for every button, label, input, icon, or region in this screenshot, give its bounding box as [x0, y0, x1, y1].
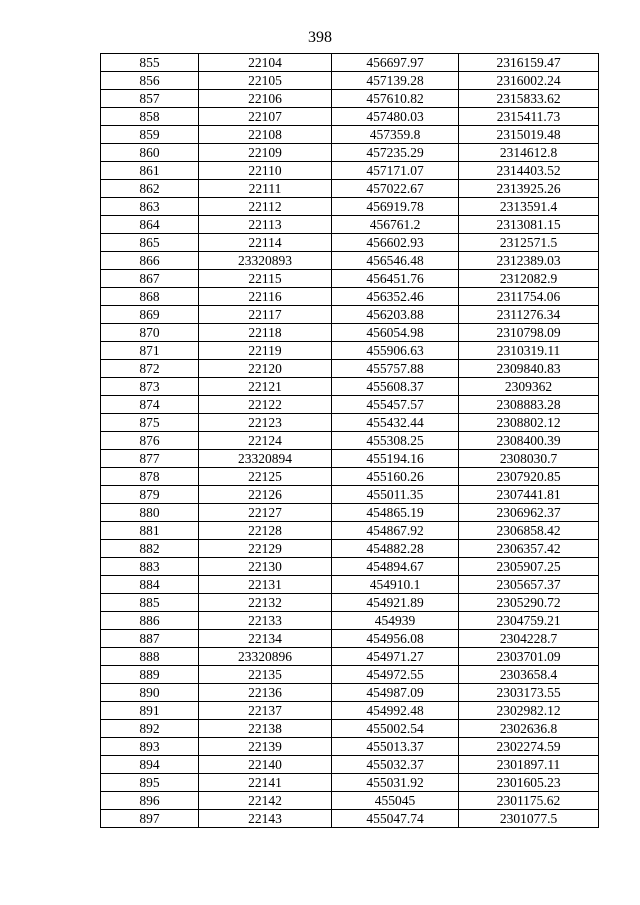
row-index-cell: 892: [101, 720, 199, 738]
x-coordinate-cell: 455608.37: [332, 378, 459, 396]
point-id-cell: 22104: [199, 54, 332, 72]
point-id-cell: 22122: [199, 396, 332, 414]
point-id-cell: 22124: [199, 432, 332, 450]
point-id-cell: 22125: [199, 468, 332, 486]
table-row: [101, 522, 599, 540]
table-row: [101, 558, 599, 576]
y-coordinate-cell: 2304759.21: [459, 612, 599, 630]
row-index-cell: 872: [101, 360, 199, 378]
y-coordinate-cell: 2311276.34: [459, 306, 599, 324]
x-coordinate-cell: 456203.88: [332, 306, 459, 324]
y-coordinate-cell: 2316159.47: [459, 54, 599, 72]
y-coordinate-cell: 2312571.5: [459, 234, 599, 252]
point-id-cell: 22123: [199, 414, 332, 432]
x-coordinate-cell: 454910.1: [332, 576, 459, 594]
y-coordinate-cell: 2306962.37: [459, 504, 599, 522]
y-coordinate-cell: 2303173.55: [459, 684, 599, 702]
x-coordinate-cell: 454987.09: [332, 684, 459, 702]
table-row: [101, 72, 599, 90]
x-coordinate-cell: 457480.03: [332, 108, 459, 126]
y-coordinate-cell: 2307920.85: [459, 468, 599, 486]
y-coordinate-cell: 2304228.7: [459, 630, 599, 648]
y-coordinate-cell: 2307441.81: [459, 486, 599, 504]
y-coordinate-cell: 2311754.06: [459, 288, 599, 306]
point-id-cell: 23320896: [199, 648, 332, 666]
row-index-cell: 883: [101, 558, 199, 576]
row-index-cell: 860: [101, 144, 199, 162]
x-coordinate-cell: 456054.98: [332, 324, 459, 342]
y-coordinate-cell: 2313081.15: [459, 216, 599, 234]
point-id-cell: 22106: [199, 90, 332, 108]
row-index-cell: 878: [101, 468, 199, 486]
row-index-cell: 864: [101, 216, 199, 234]
y-coordinate-cell: 2301897.11: [459, 756, 599, 774]
row-index-cell: 875: [101, 414, 199, 432]
y-coordinate-cell: 2309362: [459, 378, 599, 396]
y-coordinate-cell: 2301175.62: [459, 792, 599, 810]
y-coordinate-cell: 2312389.03: [459, 252, 599, 270]
table-row: [101, 54, 599, 72]
x-coordinate-cell: 454956.08: [332, 630, 459, 648]
table-row: [101, 756, 599, 774]
point-id-cell: 22135: [199, 666, 332, 684]
point-id-cell: 22136: [199, 684, 332, 702]
table-row: [101, 252, 599, 270]
y-coordinate-cell: 2308802.12: [459, 414, 599, 432]
point-id-cell: 22127: [199, 504, 332, 522]
x-coordinate-cell: 454865.19: [332, 504, 459, 522]
x-coordinate-cell: 457359.8: [332, 126, 459, 144]
row-index-cell: 891: [101, 702, 199, 720]
point-id-cell: 22109: [199, 144, 332, 162]
x-coordinate-cell: 455047.74: [332, 810, 459, 828]
row-index-cell: 882: [101, 540, 199, 558]
table-row: [101, 630, 599, 648]
table-row: [101, 504, 599, 522]
row-index-cell: 856: [101, 72, 199, 90]
x-coordinate-cell: 454921.89: [332, 594, 459, 612]
y-coordinate-cell: 2303658.4: [459, 666, 599, 684]
row-index-cell: 879: [101, 486, 199, 504]
point-id-cell: 22141: [199, 774, 332, 792]
x-coordinate-cell: 456761.2: [332, 216, 459, 234]
table-row: [101, 270, 599, 288]
point-id-cell: 22140: [199, 756, 332, 774]
row-index-cell: 880: [101, 504, 199, 522]
x-coordinate-cell: 455011.35: [332, 486, 459, 504]
table-row: [101, 738, 599, 756]
table-row: [101, 234, 599, 252]
point-id-cell: 22128: [199, 522, 332, 540]
x-coordinate-cell: 455432.44: [332, 414, 459, 432]
point-id-cell: 22117: [199, 306, 332, 324]
row-index-cell: 886: [101, 612, 199, 630]
y-coordinate-cell: 2310798.09: [459, 324, 599, 342]
x-coordinate-cell: 457139.28: [332, 72, 459, 90]
x-coordinate-cell: 456451.76: [332, 270, 459, 288]
table-row: [101, 720, 599, 738]
table-row: [101, 540, 599, 558]
x-coordinate-cell: 455308.25: [332, 432, 459, 450]
y-coordinate-cell: 2308883.28: [459, 396, 599, 414]
row-index-cell: 896: [101, 792, 199, 810]
x-coordinate-cell: 457235.29: [332, 144, 459, 162]
point-id-cell: 22129: [199, 540, 332, 558]
row-index-cell: 887: [101, 630, 199, 648]
table-row: [101, 324, 599, 342]
y-coordinate-cell: 2301605.23: [459, 774, 599, 792]
table-row: [101, 702, 599, 720]
point-id-cell: 22138: [199, 720, 332, 738]
x-coordinate-cell: 456919.78: [332, 198, 459, 216]
row-index-cell: 885: [101, 594, 199, 612]
table-row: [101, 576, 599, 594]
table-row: [101, 774, 599, 792]
table-row: [101, 90, 599, 108]
x-coordinate-cell: 454882.28: [332, 540, 459, 558]
x-coordinate-cell: 454992.48: [332, 702, 459, 720]
point-id-cell: 22130: [199, 558, 332, 576]
table-row: [101, 306, 599, 324]
row-index-cell: 859: [101, 126, 199, 144]
y-coordinate-cell: 2306858.42: [459, 522, 599, 540]
row-index-cell: 893: [101, 738, 199, 756]
point-id-cell: 22121: [199, 378, 332, 396]
x-coordinate-cell: 457171.07: [332, 162, 459, 180]
table-row: [101, 216, 599, 234]
row-index-cell: 884: [101, 576, 199, 594]
point-id-cell: 22111: [199, 180, 332, 198]
point-id-cell: 22110: [199, 162, 332, 180]
point-id-cell: 22107: [199, 108, 332, 126]
y-coordinate-cell: 2314612.8: [459, 144, 599, 162]
y-coordinate-cell: 2302274.59: [459, 738, 599, 756]
y-coordinate-cell: 2305290.72: [459, 594, 599, 612]
x-coordinate-cell: 455194.16: [332, 450, 459, 468]
row-index-cell: 870: [101, 324, 199, 342]
point-id-cell: 22108: [199, 126, 332, 144]
y-coordinate-cell: 2308030.7: [459, 450, 599, 468]
y-coordinate-cell: 2315411.73: [459, 108, 599, 126]
x-coordinate-cell: 456546.48: [332, 252, 459, 270]
row-index-cell: 858: [101, 108, 199, 126]
row-index-cell: 867: [101, 270, 199, 288]
y-coordinate-cell: 2301077.5: [459, 810, 599, 828]
point-id-cell: 22114: [199, 234, 332, 252]
row-index-cell: 877: [101, 450, 199, 468]
table-row: [101, 198, 599, 216]
y-coordinate-cell: 2316002.24: [459, 72, 599, 90]
table-row: [101, 180, 599, 198]
table-row: [101, 450, 599, 468]
row-index-cell: 861: [101, 162, 199, 180]
x-coordinate-cell: 456352.46: [332, 288, 459, 306]
x-coordinate-cell: 454894.67: [332, 558, 459, 576]
x-coordinate-cell: 454971.27: [332, 648, 459, 666]
point-id-cell: 22137: [199, 702, 332, 720]
point-id-cell: 22134: [199, 630, 332, 648]
point-id-cell: 22112: [199, 198, 332, 216]
row-index-cell: 857: [101, 90, 199, 108]
x-coordinate-cell: 456602.93: [332, 234, 459, 252]
x-coordinate-cell: 455457.57: [332, 396, 459, 414]
point-id-cell: 23320894: [199, 450, 332, 468]
y-coordinate-cell: 2306357.42: [459, 540, 599, 558]
row-index-cell: 895: [101, 774, 199, 792]
table-row: [101, 684, 599, 702]
point-id-cell: 22139: [199, 738, 332, 756]
y-coordinate-cell: 2315019.48: [459, 126, 599, 144]
row-index-cell: 866: [101, 252, 199, 270]
x-coordinate-cell: 454972.55: [332, 666, 459, 684]
row-index-cell: 863: [101, 198, 199, 216]
row-index-cell: 889: [101, 666, 199, 684]
y-coordinate-cell: 2309840.83: [459, 360, 599, 378]
row-index-cell: 868: [101, 288, 199, 306]
table-row: [101, 342, 599, 360]
table-row: [101, 486, 599, 504]
table-row: [101, 126, 599, 144]
x-coordinate-cell: 455906.63: [332, 342, 459, 360]
y-coordinate-cell: 2315833.62: [459, 90, 599, 108]
table-row: [101, 378, 599, 396]
x-coordinate-cell: 455032.37: [332, 756, 459, 774]
y-coordinate-cell: 2314403.52: [459, 162, 599, 180]
table-row: [101, 648, 599, 666]
row-index-cell: 888: [101, 648, 199, 666]
row-index-cell: 881: [101, 522, 199, 540]
table-row: [101, 594, 599, 612]
row-index-cell: 894: [101, 756, 199, 774]
point-id-cell: 22133: [199, 612, 332, 630]
row-index-cell: 869: [101, 306, 199, 324]
point-id-cell: 22118: [199, 324, 332, 342]
y-coordinate-cell: 2305907.25: [459, 558, 599, 576]
y-coordinate-cell: 2313591.4: [459, 198, 599, 216]
x-coordinate-cell: 454939: [332, 612, 459, 630]
row-index-cell: 862: [101, 180, 199, 198]
x-coordinate-cell: 455031.92: [332, 774, 459, 792]
table-row: [101, 792, 599, 810]
x-coordinate-cell: 454867.92: [332, 522, 459, 540]
x-coordinate-cell: 456697.97: [332, 54, 459, 72]
table-row: [101, 396, 599, 414]
point-id-cell: 23320893: [199, 252, 332, 270]
y-coordinate-cell: 2308400.39: [459, 432, 599, 450]
point-id-cell: 22116: [199, 288, 332, 306]
table-row: [101, 612, 599, 630]
table-row: [101, 468, 599, 486]
y-coordinate-cell: 2305657.37: [459, 576, 599, 594]
point-id-cell: 22142: [199, 792, 332, 810]
table-row: [101, 432, 599, 450]
table-row: [101, 162, 599, 180]
y-coordinate-cell: 2302982.12: [459, 702, 599, 720]
y-coordinate-cell: 2313925.26: [459, 180, 599, 198]
row-index-cell: 897: [101, 810, 199, 828]
row-index-cell: 873: [101, 378, 199, 396]
x-coordinate-cell: 455160.26: [332, 468, 459, 486]
row-index-cell: 876: [101, 432, 199, 450]
table-row: [101, 810, 599, 828]
point-id-cell: 22131: [199, 576, 332, 594]
x-coordinate-cell: 455045: [332, 792, 459, 810]
table-row: [101, 288, 599, 306]
row-index-cell: 855: [101, 54, 199, 72]
table-row: [101, 108, 599, 126]
point-id-cell: 22113: [199, 216, 332, 234]
page-number: 398: [308, 29, 332, 46]
point-id-cell: 22126: [199, 486, 332, 504]
x-coordinate-cell: 457022.67: [332, 180, 459, 198]
row-index-cell: 890: [101, 684, 199, 702]
point-id-cell: 22105: [199, 72, 332, 90]
x-coordinate-cell: 455002.54: [332, 720, 459, 738]
point-id-cell: 22132: [199, 594, 332, 612]
table-row: [101, 666, 599, 684]
y-coordinate-cell: 2303701.09: [459, 648, 599, 666]
row-index-cell: 874: [101, 396, 199, 414]
table-row: [101, 414, 599, 432]
y-coordinate-cell: 2310319.11: [459, 342, 599, 360]
point-id-cell: 22115: [199, 270, 332, 288]
y-coordinate-cell: 2302636.8: [459, 720, 599, 738]
point-id-cell: 22143: [199, 810, 332, 828]
y-coordinate-cell: 2312082.9: [459, 270, 599, 288]
table-row: [101, 360, 599, 378]
x-coordinate-cell: 455757.88: [332, 360, 459, 378]
point-id-cell: 22120: [199, 360, 332, 378]
coordinates-table-body: [101, 54, 599, 828]
row-index-cell: 871: [101, 342, 199, 360]
table-row: [101, 144, 599, 162]
x-coordinate-cell: 457610.82: [332, 90, 459, 108]
row-index-cell: 865: [101, 234, 199, 252]
coordinates-table: [100, 53, 599, 828]
point-id-cell: 22119: [199, 342, 332, 360]
x-coordinate-cell: 455013.37: [332, 738, 459, 756]
